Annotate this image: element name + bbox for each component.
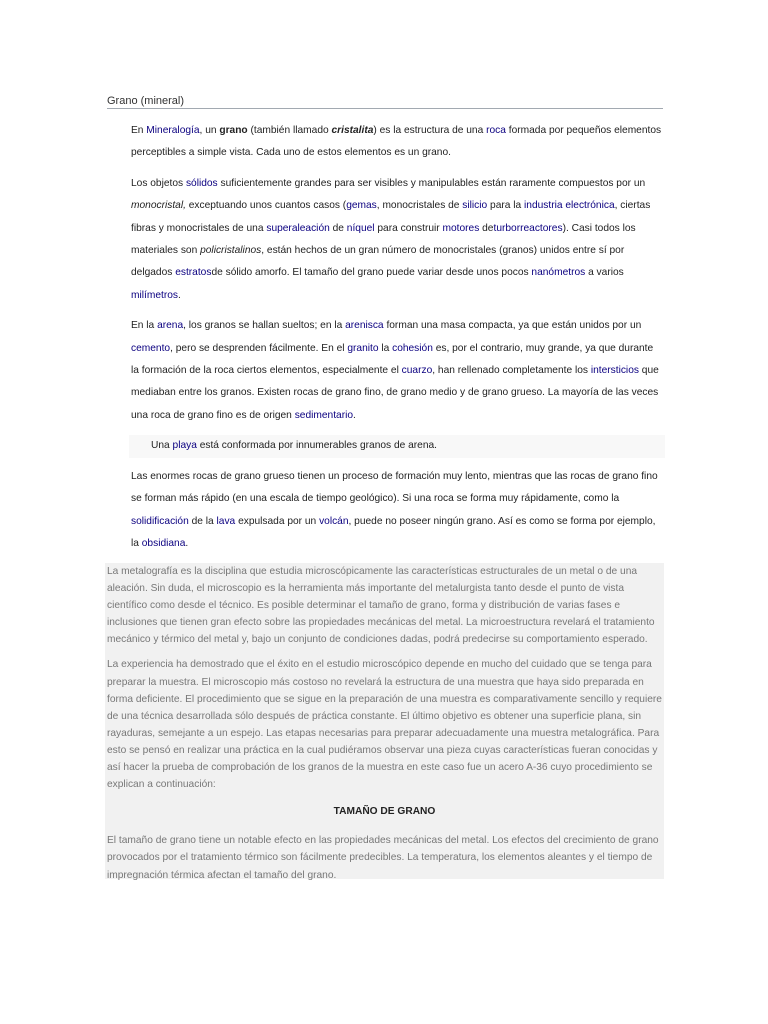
link-cemento[interactable]: cemento [131,342,171,354]
link-granito[interactable]: granito [347,342,379,354]
link-volcan[interactable]: volcán [319,515,349,527]
link-milimetros[interactable]: milímetros [131,289,178,301]
text: . [177,289,181,301]
text: está conformada por innumerables granos de arena. [196,440,438,452]
example-quote [129,435,665,457]
paragraph-4 [131,466,663,556]
link-solidificacion[interactable]: solidificación [131,515,189,527]
text: , monocristales de [376,200,463,212]
link-cohesion[interactable]: cohesión [392,342,433,354]
italic-term: cristalita [331,125,374,136]
text: para construir [374,222,443,234]
text: En la [131,320,158,332]
text: , los granos se hallan sueltos; en la [183,320,346,332]
paragraph-1 [131,120,663,165]
text: es, por el contrario, muy grande, ya que durante la formación de la roca ciertos elementos, especialmente el [131,342,654,377]
text: En [131,125,147,136]
text: ). Casi todos los materiales son [131,222,636,257]
section-title: TAMAÑO DE GRANO [333,806,436,818]
text: (también llamado [247,125,332,136]
link-mineralogia[interactable]: Mineralogía [146,125,200,136]
link-solidos[interactable]: sólidos [185,177,218,189]
link-sedimentario[interactable]: sedimentario [294,409,354,421]
text: , han rellenado completamente los [432,365,591,377]
link-arenisca[interactable]: arenisca [345,320,384,332]
text: de [479,222,494,234]
text: para la [487,200,525,212]
link-motores[interactable]: motores [442,222,480,234]
text: , están hechos de un gran número de monocristales (granos) unidos entre sí por delgados [131,245,625,279]
text: forman una masa compacta, ya que están unidos por un [383,320,642,332]
grain-size-paragraph: El tamaño de grano tiene un notable efecto en las propiedades mecánicas del metal. Los efectos del crecimiento de grano provocados por el tratamiento térmico son fácilmente predecibles. La temperatura, los elementos aleantes y el tiempo de impregnación térmica afectan el tamaño del grano. [107,835,659,881]
link-playa[interactable]: playa [172,440,197,452]
link-cuarzo[interactable]: cuarzo [401,365,433,377]
text: de [329,222,347,234]
text: , puede no poseer ningún grano. Así es como se forma por ejemplo, la [131,515,656,549]
text: . [353,409,356,421]
link-roca[interactable]: roca [486,125,506,136]
text: ) es la estructura de una [373,125,487,136]
link-turborreactores[interactable]: turborreactores [493,222,563,234]
link-lava[interactable]: lava [216,515,236,527]
link-estratos[interactable]: estratos [175,267,212,279]
italic-term: monocristal, [131,200,186,212]
text: que mediaban entre los granos. Existen rocas de grano fino, de grano medio y de grano grueso. La mayoría de las veces una roca de grano fino es de origen [131,365,659,421]
paragraph-2 [131,173,663,307]
wiki-article-body [131,120,663,563]
text: la [378,342,393,354]
text: suficientemente grandes para ser visibles y manipulables están raramente compuestos por un [217,177,646,189]
italic-term: policristalinos [200,245,262,257]
text: , ciertas fibras y monocristales de una [131,200,651,234]
link-nanometros[interactable]: nanómetros [531,267,586,279]
link-gemas[interactable]: gemas [346,200,377,212]
text: . [185,537,189,549]
link-intersticios[interactable]: intersticios [590,365,639,377]
article-heading: Grano (mineral) [107,95,663,109]
metallography-paragraph-2: La experiencia ha demostrado que el éxito en el estudio microscópico depende en mucho del cuidado que se tenga para preparar la muestra. El microscopio más costoso no revelará la estructura de una muestra que haya sido preparada en forma deficiente. El procedimiento que se sigue en la preparación de una muestra es comparativamente sencillo y requiere de una técnica desarrollada sólo después de práctica constante. El último objetivo es obtener una superficie plana, sin rayaduras, semejante a un espejo. Las etapas necesarias para preparar adecuadamente una muestra metalográfica. Para esto se pensó en realizar una práctica en la cual pudiéramos observar una pieza cuyas características fueran conocidas y así hacer la prueba de comprobación de los granos de la muestra en este caso fue un acero A-36 cuyo procedimiento se explican a continuación: [107,659,662,791]
text: expulsada por un [235,515,320,527]
text: Los objetos [131,177,186,189]
link-obsidiana[interactable]: obsidiana [141,537,186,549]
bold-term: grano [219,125,248,136]
paragraph-3 [131,315,663,427]
text: a varios [585,267,624,279]
metallography-section [105,563,664,879]
text: exceptuando unos cuantos casos ( [185,200,347,212]
text: , pero se desprenden fácilmente. En el [170,342,348,354]
link-superaleacion[interactable]: superaleación [266,222,330,234]
link-industria-electronica[interactable]: industria electrónica [524,200,615,212]
text: formada por pequeños elementos perceptibles a simple vista. Cada uno de estos elementos es un grano. [131,125,662,159]
link-niquel[interactable]: níquel [346,222,375,234]
link-arena[interactable]: arena [157,320,184,332]
text: Las enormes rocas de grano grueso tienen un proceso de formación muy lento, mientras que las rocas de grano fino se forman más rápido (en una escala de tiempo geológico). Si una roca se forma muy rápidamente, como la [131,470,658,505]
text: , un [199,125,220,136]
metallography-paragraph-1: La metalografía es la disciplina que estudia microscópicamente las características estructurales de un metal o de una aleación. Sin duda, el microscopio es la herramienta más importante del metalurgista tanto desde el punto de vista científico como desde el técnico. Es posible determinar el tamaño de grano, forma y distribución de varias fases e inclusiones que tienen gran efecto sobre las propiedades mecánicas del metal. La microestructura revelará el tratamiento mecánico y térmico del metal y, bajo un conjunto de condiciones dadas, podrá predecirse su comportamiento esperado. [107,566,655,646]
link-silicio[interactable]: silicio [462,200,488,212]
text: de la [188,515,217,527]
text: Una [151,440,173,452]
text: de sólido amorfo. El tamaño del grano puede variar desde unos pocos [211,267,532,279]
